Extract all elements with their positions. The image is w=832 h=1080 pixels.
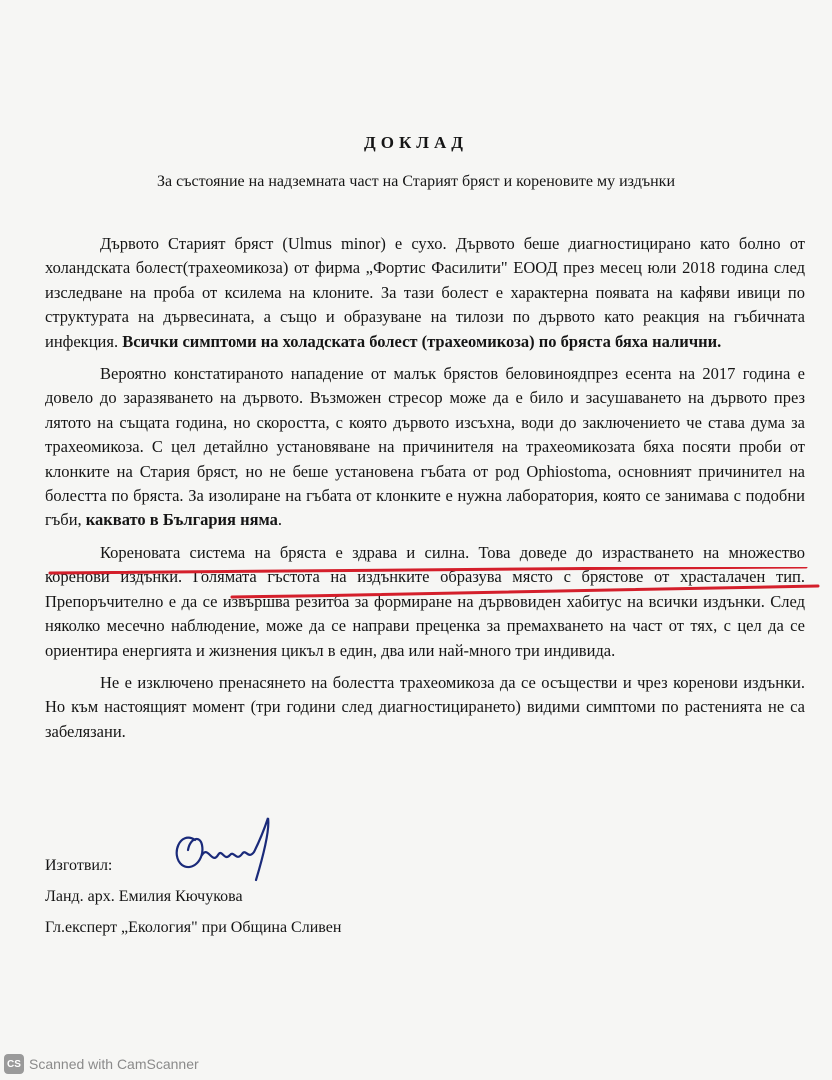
author-position: Гл.експерт „Екология" при Община Сливен xyxy=(45,919,342,936)
signature-block xyxy=(45,850,341,943)
author-name: Ланд. арх. Емилия Кючукова xyxy=(45,888,243,905)
paragraph-3 xyxy=(45,541,805,663)
paragraph-2 xyxy=(45,362,805,533)
document-body xyxy=(45,232,805,752)
paragraph-2-bold: каквато в България няма xyxy=(85,510,278,530)
red-underline-2 xyxy=(230,570,820,600)
camscanner-footer xyxy=(4,1054,199,1074)
paragraph-1-bold: Всички симптоми на холадската болест (трахеомикоза) по бряста бяха налични. xyxy=(122,331,722,351)
paragraph-4 xyxy=(45,671,805,744)
paragraph-2-tail: . xyxy=(277,510,283,530)
paragraph-2-text: Вероятно констатираното нападение от малък брястов беловиноядпрез есента на 2017 година е довело до заразяването на дървото. Възможен стресор може да е било и засушаването на дървото през лятото на същата година, но скоростта, с която дървото изсъхна, води до заключението че става дума за трахеомикоза. С цел детайлно установяване на причинителя на трахеомикозата бяха посяти проби от клонките на Стария бряст, но не беше установена гъбата от род Ophiostoma, основният причинител на болестта по бряста. За изолиране на гъбата от клонките е нужна лаборатория, която се занимава с подобни гъби, xyxy=(45,364,805,530)
prepared-by-label: Изготвил: xyxy=(45,857,113,874)
camscanner-text: Scanned with CamScanner xyxy=(29,1056,199,1072)
paragraph-4-text: Не е изключено пренасянето на болестта трахеомикоза да се осъществи и чрез коренови издънки. Но към настоящият момент (три години след диагностицирането) видими симптоми по растенията не са забелязани. xyxy=(45,672,805,741)
document-title: ДОКЛАД xyxy=(364,133,468,152)
document-subtitle: За състояние на надземната част на Старият бряст и кореновите му издънки xyxy=(157,173,675,190)
paragraph-3-text: Кореновата система на бряста е здрава и силна. Това доведе до израстването на множество коренови издънки. Голямата гъстота на издънките образува място с брястове от храсталачен тип. Препоръчително е да се извършва резитба за формиране на дървовиден хабитус на всички издънки. След няколко месечно наблюдение, може да се направи преценка за премахването на част от тях, с цел да се ориентира енергията и жизнения цикъл в един, два или най-много три индивида. xyxy=(45,542,805,660)
paragraph-1 xyxy=(45,232,805,354)
camscanner-logo-icon: CS xyxy=(4,1054,24,1074)
paragraph-1-text: Дървото Старият бряст (Ulmus minor) е сухо. Дървото беше диагностицирано като болно от холандската болест(трахеомикоза) от фирма „Фортис Фасилити" ЕООД през месец юли 2018 година след изследване на проба от ксилема на клоните. За тази болест е характерна появата на кафяви ивици по структурата на дървесината, а също и образуване на тилози по дървото като реакция на гъбичната инфекция. xyxy=(45,234,805,351)
